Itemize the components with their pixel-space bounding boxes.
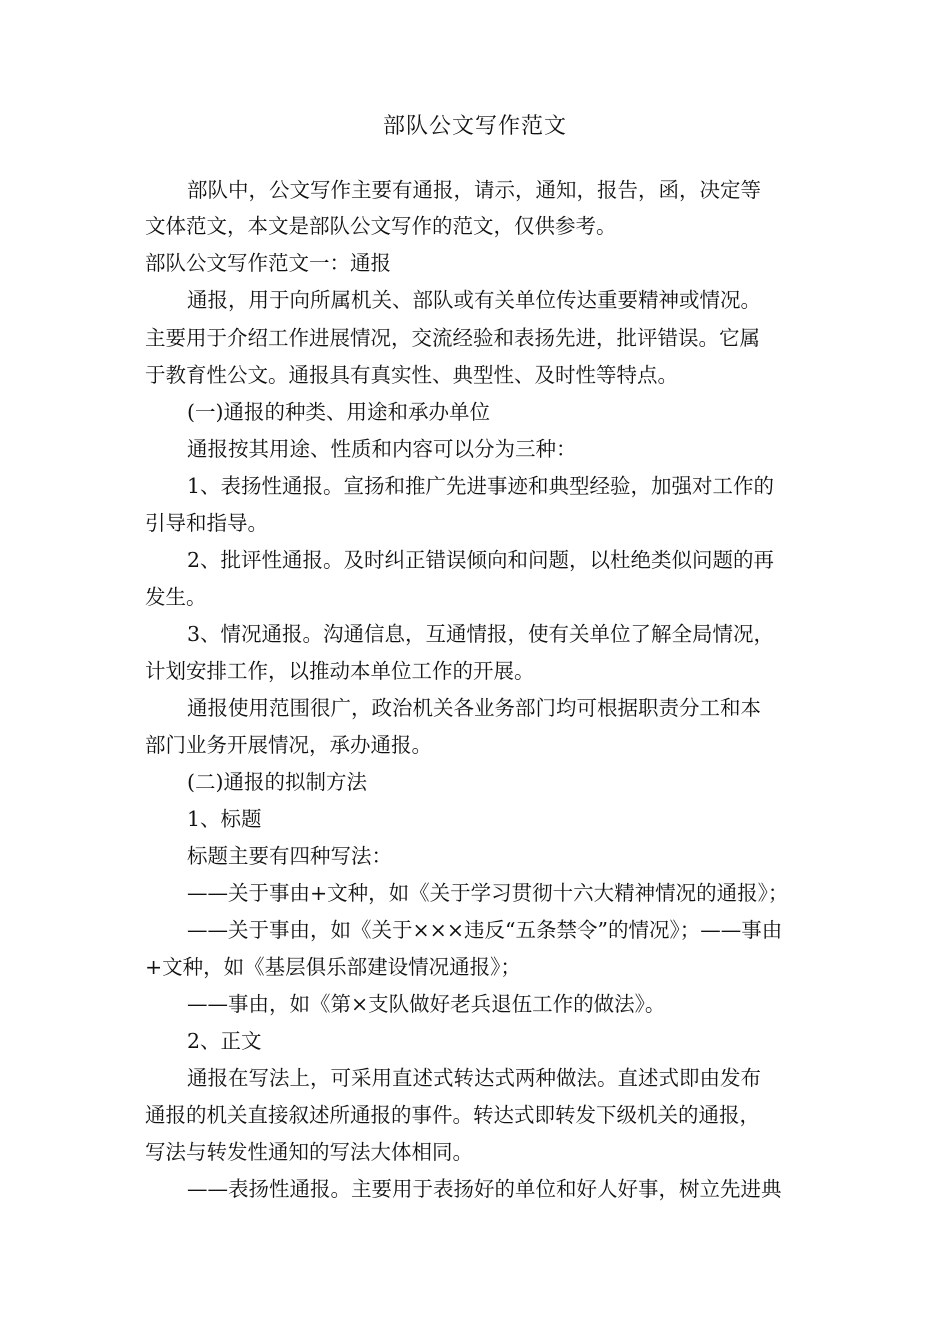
list-item: 2、批评性通报。及时纠正错误倾向和问题，以杜绝类似问题的再: [187, 548, 775, 572]
paragraph-line: 计划安排工作，以推动本单位工作的开展。: [145, 659, 535, 683]
subsection-heading: (二)通报的拟制方法: [187, 770, 367, 794]
list-item: 1、标题: [187, 807, 262, 831]
paragraph-line: 通报，用于向所属机关、部队或有关单位传达重要精神或情况。: [187, 288, 761, 312]
paragraph-line: 引导和指导。: [145, 511, 268, 535]
paragraph-line: 标题主要有四种写法：: [187, 844, 392, 868]
list-item: 3、情况通报。沟通信息，互通情报，使有关单位了解全局情况，: [187, 622, 775, 646]
paragraph-line: ——表扬性通报。主要用于表扬好的单位和好人好事，树立先进典: [187, 1177, 782, 1201]
paragraph-line: 部队中，公文写作主要有通报，请示，通知，报告，函，决定等: [187, 178, 761, 202]
paragraph-line: 通报在写法上，可采用直述式转达式两种做法。直述式即由发布: [187, 1066, 761, 1090]
paragraph-line: 写法与转发性通知的写法大体相同。: [145, 1140, 473, 1164]
paragraph-line: 部门业务开展情况，承办通报。: [145, 733, 432, 757]
paragraph-line: ——关于事由，如《关于×××违反“五条禁令”的情况》；——事由: [187, 918, 783, 942]
subsection-heading: (一)通报的种类、用途和承办单位: [187, 400, 490, 424]
list-item: 1、表扬性通报。宣扬和推广先进事迹和典型经验，加强对工作的: [187, 474, 775, 498]
paragraph-line: 文体范文，本文是部队公文写作的范文，仅供参考。: [145, 214, 617, 238]
list-item: 2、正文: [187, 1029, 262, 1053]
section-heading: 部队公文写作范文一：通报: [145, 251, 391, 275]
paragraph-line: 发生。: [145, 585, 207, 609]
paragraph-line: 于教育性公文。通报具有真实性、典型性、及时性等特点。: [145, 363, 678, 387]
document-title: 部队公文写作范文: [382, 114, 567, 139]
paragraph-line: 通报按其用途、性质和内容可以分为三种：: [187, 437, 577, 461]
paragraph-line: 通报使用范围很广，政治机关各业务部门均可根据职责分工和本: [187, 696, 761, 720]
paragraph-line: +文种，如《基层俱乐部建设情况通报》；: [145, 955, 521, 979]
paragraph-line: 通报的机关直接叙述所通报的事件。转达式即转发下级机关的通报，: [145, 1103, 760, 1127]
paragraph-line: 主要用于介绍工作进展情况，交流经验和表扬先进，批评错误。它属: [145, 326, 760, 350]
paragraph-line: ——事由，如《第×支队做好老兵退伍工作的做法》。: [187, 992, 666, 1016]
paragraph-line: ——关于事由+文种，如《关于学习贯彻十六大精神情况的通报》；: [187, 881, 789, 905]
